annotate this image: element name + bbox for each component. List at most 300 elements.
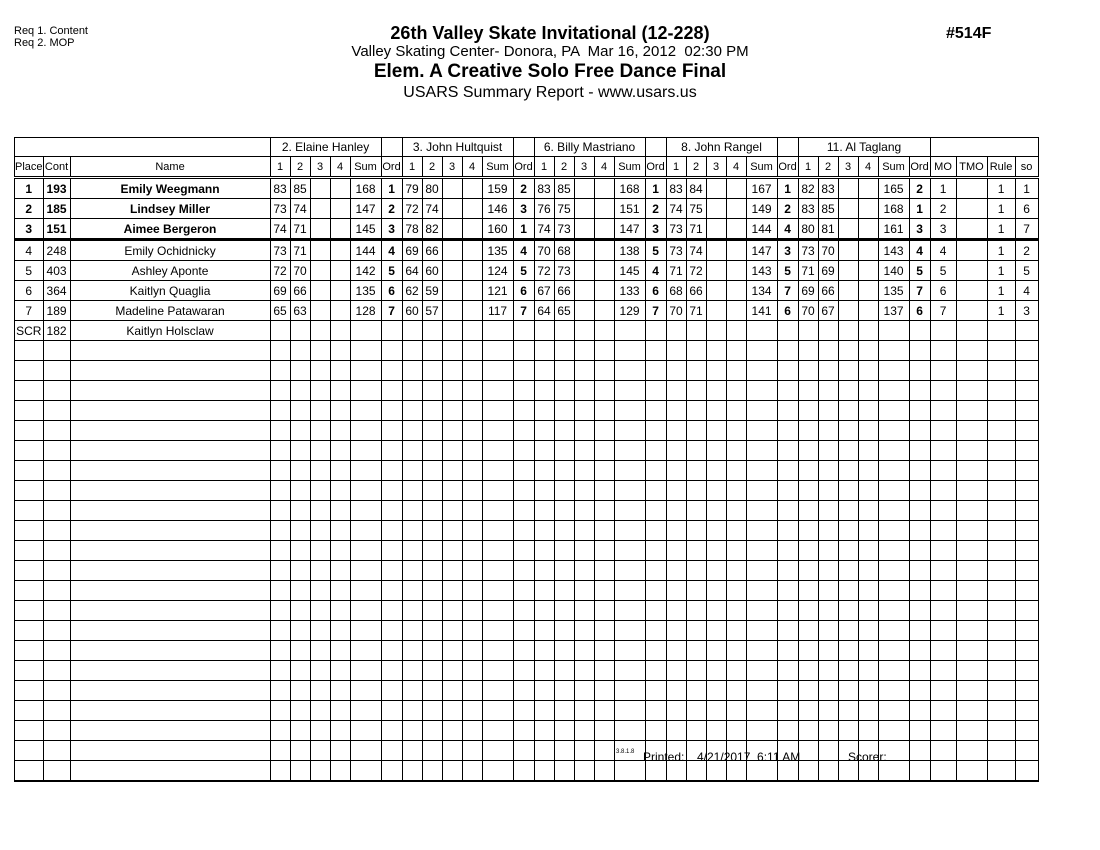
sum-cell xyxy=(878,641,909,661)
score-cell xyxy=(726,621,746,641)
so-cell xyxy=(1015,761,1038,782)
score-cell xyxy=(422,641,442,661)
rule-cell xyxy=(987,761,1015,782)
score-cell xyxy=(402,541,422,561)
score-cell xyxy=(706,481,726,501)
col-header-score-1: 1 xyxy=(402,157,422,178)
score-cell xyxy=(270,721,290,741)
cont-cell: 403 xyxy=(43,261,70,281)
score-cell xyxy=(666,461,686,481)
col-header-score-sum: Sum xyxy=(746,157,777,178)
score-cell xyxy=(534,521,554,541)
score-cell xyxy=(554,441,574,461)
tmo-cell xyxy=(956,240,987,261)
score-cell xyxy=(310,401,330,421)
score-cell xyxy=(442,501,462,521)
score-cell xyxy=(858,521,878,541)
score-cell xyxy=(442,621,462,641)
score-cell xyxy=(330,441,350,461)
ord-cell xyxy=(645,641,666,661)
ord-cell xyxy=(513,541,534,561)
score-cell xyxy=(310,381,330,401)
sum-cell xyxy=(878,721,909,741)
score-cell xyxy=(838,199,858,219)
sum-cell xyxy=(746,581,777,601)
score-cell xyxy=(594,421,614,441)
place-cell: 1 xyxy=(15,178,44,199)
score-cell xyxy=(858,401,878,421)
score-cell xyxy=(838,441,858,461)
sum-cell: 135 xyxy=(350,281,381,301)
score-cell xyxy=(818,501,838,521)
score-cell: 68 xyxy=(554,240,574,261)
score-cell xyxy=(726,641,746,661)
cont-cell xyxy=(43,621,70,641)
score-cell xyxy=(462,481,482,501)
so-cell xyxy=(1015,601,1038,621)
score-cell xyxy=(422,481,442,501)
score-cell xyxy=(310,219,330,240)
sum-cell xyxy=(350,461,381,481)
score-cell xyxy=(402,581,422,601)
ord-cell: 4 xyxy=(777,219,798,240)
ord-cell xyxy=(777,441,798,461)
name-cell: Kaitlyn Holsclaw xyxy=(70,321,270,341)
tmo-cell xyxy=(956,441,987,461)
sum-cell xyxy=(746,421,777,441)
score-cell xyxy=(726,501,746,521)
score-cell: 71 xyxy=(686,301,706,321)
score-cell xyxy=(534,441,554,461)
printed-label: Printed: xyxy=(643,750,685,764)
score-cell xyxy=(858,621,878,641)
place-cell xyxy=(15,721,44,741)
score-cell xyxy=(594,701,614,721)
column-header-row xyxy=(15,157,1039,178)
score-cell xyxy=(726,219,746,240)
score-cell xyxy=(594,521,614,541)
sum-cell xyxy=(878,621,909,641)
score-cell xyxy=(402,381,422,401)
rule-cell xyxy=(987,721,1015,741)
sum-cell xyxy=(614,541,645,561)
score-cell xyxy=(534,601,554,621)
score-cell: 70 xyxy=(666,301,686,321)
score-cell xyxy=(666,521,686,541)
score-cell xyxy=(462,261,482,281)
sum-cell xyxy=(482,381,513,401)
empty-row xyxy=(15,461,1039,481)
score-cell xyxy=(422,721,442,741)
so-cell xyxy=(1015,581,1038,601)
score-cell xyxy=(594,461,614,481)
col-header-tmo: TMO xyxy=(956,157,987,178)
score-cell xyxy=(726,301,746,321)
score-cell: 73 xyxy=(666,219,686,240)
ord-cell: 2 xyxy=(645,199,666,219)
col-header-score-3: 3 xyxy=(838,157,858,178)
ord-cell xyxy=(645,701,666,721)
sum-cell xyxy=(614,341,645,361)
sum-cell: 142 xyxy=(350,261,381,281)
ord-cell xyxy=(645,361,666,381)
cont-cell xyxy=(43,421,70,441)
score-cell xyxy=(594,601,614,621)
mo-cell: 4 xyxy=(930,240,956,261)
sum-cell xyxy=(746,381,777,401)
score-cell xyxy=(442,441,462,461)
score-cell xyxy=(462,219,482,240)
score-cell xyxy=(574,521,594,541)
score-cell: 80 xyxy=(422,178,442,199)
score-cell xyxy=(666,441,686,461)
ord-cell: 5 xyxy=(777,261,798,281)
cont-cell: 185 xyxy=(43,199,70,219)
judge-name-cell: 11. Al Taglang xyxy=(798,138,930,157)
tmo-cell xyxy=(956,341,987,361)
score-cell xyxy=(686,721,706,741)
score-cell xyxy=(534,701,554,721)
cont-cell xyxy=(43,401,70,421)
score-cell xyxy=(402,441,422,461)
mo-cell xyxy=(930,501,956,521)
score-cell xyxy=(574,401,594,421)
score-cell xyxy=(594,199,614,219)
cont-cell xyxy=(43,701,70,721)
score-cell xyxy=(594,681,614,701)
score-cell xyxy=(594,621,614,641)
score-cell: 83 xyxy=(818,178,838,199)
score-cell xyxy=(442,481,462,501)
sum-cell: 144 xyxy=(350,240,381,261)
cont-cell xyxy=(43,361,70,381)
name-cell: Kaitlyn Quaglia xyxy=(70,281,270,301)
sum-cell xyxy=(746,621,777,641)
score-cell xyxy=(818,721,838,741)
sum-cell: 168 xyxy=(614,178,645,199)
score-cell: 62 xyxy=(402,281,422,301)
tmo-cell xyxy=(956,621,987,641)
ord-cell: 7 xyxy=(645,301,666,321)
score-cell xyxy=(270,741,290,761)
score-cell xyxy=(270,381,290,401)
event-title: Elem. A Creative Solo Free Dance Final xyxy=(373,61,727,82)
score-cell xyxy=(534,361,554,381)
col-header-score-4: 4 xyxy=(726,157,746,178)
score-cell xyxy=(270,341,290,361)
score-cell xyxy=(686,521,706,541)
score-cell: 73 xyxy=(798,240,818,261)
score-cell xyxy=(838,501,858,521)
score-cell xyxy=(706,721,726,741)
col-header-ord: Ord xyxy=(513,157,534,178)
ord-cell: 4 xyxy=(645,261,666,281)
score-cell xyxy=(330,701,350,721)
sum-cell xyxy=(482,741,513,761)
skater-row xyxy=(15,261,1039,281)
cont-cell xyxy=(43,481,70,501)
ord-cell xyxy=(777,601,798,621)
score-cell xyxy=(726,261,746,281)
name-cell: Aimee Bergeron xyxy=(70,219,270,240)
score-cell xyxy=(462,761,482,782)
score-cell xyxy=(554,681,574,701)
score-cell xyxy=(422,561,442,581)
name-cell xyxy=(70,681,270,701)
score-cell xyxy=(798,741,818,761)
ord-cell xyxy=(777,521,798,541)
score-cell xyxy=(666,381,686,401)
ord-cell xyxy=(777,621,798,641)
empty-row xyxy=(15,601,1039,621)
score-cell xyxy=(594,219,614,240)
score-cell xyxy=(838,561,858,581)
score-cell xyxy=(534,681,554,701)
sum-cell: 128 xyxy=(350,301,381,321)
score-cell xyxy=(330,281,350,301)
score-cell xyxy=(290,601,310,621)
score-cell xyxy=(290,561,310,581)
score-cell: 79 xyxy=(402,178,422,199)
score-cell xyxy=(422,741,442,761)
score-cell xyxy=(686,581,706,601)
score-cell xyxy=(686,441,706,461)
mo-cell xyxy=(930,441,956,461)
score-cell xyxy=(402,601,422,621)
ord-cell xyxy=(909,361,930,381)
score-cell xyxy=(270,541,290,561)
score-cell xyxy=(270,681,290,701)
cont-cell: 182 xyxy=(43,321,70,341)
score-cell xyxy=(858,581,878,601)
score-cell xyxy=(330,521,350,541)
score-cell xyxy=(686,461,706,481)
score-cell xyxy=(858,561,878,581)
score-cell xyxy=(574,721,594,741)
tmo-cell xyxy=(956,741,987,761)
sum-cell xyxy=(878,601,909,621)
score-cell xyxy=(838,721,858,741)
cont-cell xyxy=(43,661,70,681)
score-cell xyxy=(726,681,746,701)
ord-cell xyxy=(513,481,534,501)
score-cell xyxy=(462,321,482,341)
tmo-cell xyxy=(956,601,987,621)
score-cell xyxy=(330,301,350,321)
judge-name-cell: 3. John Hultquist xyxy=(402,138,513,157)
sum-cell xyxy=(614,361,645,381)
place-cell xyxy=(15,541,44,561)
score-cell xyxy=(858,441,878,461)
score-cell xyxy=(422,361,442,381)
tmo-cell xyxy=(956,561,987,581)
sum-cell: 147 xyxy=(746,240,777,261)
sum-cell xyxy=(878,481,909,501)
sum-cell xyxy=(614,321,645,341)
score-cell xyxy=(574,501,594,521)
sum-cell xyxy=(482,581,513,601)
score-cell: 70 xyxy=(290,261,310,281)
score-cell xyxy=(442,761,462,782)
cont-cell xyxy=(43,721,70,741)
score-cell xyxy=(858,219,878,240)
ord-cell xyxy=(645,341,666,361)
sum-cell: 151 xyxy=(614,199,645,219)
software-version: 3.8.1.8 xyxy=(616,749,635,755)
sum-cell xyxy=(350,521,381,541)
place-cell xyxy=(15,441,44,461)
score-cell: 64 xyxy=(402,261,422,281)
place-cell: 2 xyxy=(15,199,44,219)
empty-row xyxy=(15,621,1039,641)
sum-cell xyxy=(350,381,381,401)
score-cell: 72 xyxy=(686,261,706,281)
ord-cell: 7 xyxy=(513,301,534,321)
score-cell xyxy=(594,641,614,661)
ord-cell xyxy=(513,561,534,581)
ord-cell xyxy=(381,481,402,501)
place-cell xyxy=(15,581,44,601)
rule-cell xyxy=(987,361,1015,381)
rule-cell: 1 xyxy=(987,199,1015,219)
tmo-cell xyxy=(956,301,987,321)
col-header-score-3: 3 xyxy=(706,157,726,178)
score-cell xyxy=(270,701,290,721)
col-header-score-2: 2 xyxy=(554,157,574,178)
score-cell xyxy=(310,521,330,541)
ord-cell: 5 xyxy=(513,261,534,281)
ord-cell xyxy=(909,541,930,561)
rule-cell xyxy=(987,521,1015,541)
name-cell xyxy=(70,401,270,421)
score-cell xyxy=(838,601,858,621)
place-cell xyxy=(15,381,44,401)
mo-cell xyxy=(930,701,956,721)
score-cell xyxy=(442,219,462,240)
score-cell xyxy=(838,581,858,601)
score-cell xyxy=(686,381,706,401)
ord-cell: 3 xyxy=(381,219,402,240)
score-cell xyxy=(330,561,350,581)
score-cell: 81 xyxy=(818,219,838,240)
score-cell xyxy=(818,381,838,401)
score-cell xyxy=(270,661,290,681)
score-cell xyxy=(534,501,554,521)
score-cell xyxy=(818,741,838,761)
score-cell: 67 xyxy=(818,301,838,321)
score-cell xyxy=(666,581,686,601)
col-header-score-4: 4 xyxy=(594,157,614,178)
score-cell xyxy=(310,481,330,501)
score-cell xyxy=(686,701,706,721)
rule-cell xyxy=(987,601,1015,621)
rule-cell xyxy=(987,481,1015,501)
mo-cell xyxy=(930,321,956,341)
score-cell xyxy=(310,441,330,461)
sum-cell xyxy=(878,701,909,721)
score-cell xyxy=(798,441,818,461)
name-cell xyxy=(70,721,270,741)
score-cell xyxy=(310,281,330,301)
ord-cell xyxy=(513,501,534,521)
ord-cell xyxy=(381,401,402,421)
sum-cell xyxy=(878,681,909,701)
sum-cell xyxy=(746,441,777,461)
mo-cell xyxy=(930,361,956,381)
sum-cell xyxy=(350,621,381,641)
skater-row xyxy=(15,240,1039,261)
score-cell xyxy=(706,461,726,481)
score-cell xyxy=(442,581,462,601)
score-cell xyxy=(858,240,878,261)
sum-cell xyxy=(482,341,513,361)
score-cell xyxy=(462,240,482,261)
rule-cell: 1 xyxy=(987,301,1015,321)
score-cell xyxy=(330,741,350,761)
score-cell xyxy=(290,761,310,782)
ord-cell: 2 xyxy=(381,199,402,219)
so-cell xyxy=(1015,541,1038,561)
so-cell xyxy=(1015,681,1038,701)
score-cell: 72 xyxy=(402,199,422,219)
score-cell xyxy=(726,178,746,199)
score-cell xyxy=(858,481,878,501)
score-cell xyxy=(330,601,350,621)
score-cell xyxy=(858,199,878,219)
ord-cell: 4 xyxy=(909,240,930,261)
ord-cell xyxy=(777,721,798,741)
cont-cell: 189 xyxy=(43,301,70,321)
score-cell: 70 xyxy=(534,240,554,261)
tmo-cell xyxy=(956,281,987,301)
ord-cell xyxy=(777,641,798,661)
mo-cell xyxy=(930,461,956,481)
sum-cell: 147 xyxy=(614,219,645,240)
score-cell xyxy=(462,381,482,401)
col-header-score-sum: Sum xyxy=(878,157,909,178)
score-cell xyxy=(594,178,614,199)
ord-gap-spacer xyxy=(381,138,402,157)
ord-cell: 6 xyxy=(381,281,402,301)
score-cell xyxy=(402,761,422,782)
score-cell xyxy=(686,341,706,361)
so-cell xyxy=(1015,441,1038,461)
mo-cell: 3 xyxy=(930,219,956,240)
ord-cell: 6 xyxy=(777,301,798,321)
score-cell xyxy=(290,481,310,501)
sum-cell: 121 xyxy=(482,281,513,301)
sum-cell: 147 xyxy=(350,199,381,219)
so-cell xyxy=(1015,621,1038,641)
score-cell xyxy=(594,561,614,581)
score-cell xyxy=(270,601,290,621)
score-cell xyxy=(666,361,686,381)
sum-cell xyxy=(482,601,513,621)
score-cell xyxy=(534,641,554,661)
score-cell xyxy=(838,641,858,661)
name-cell xyxy=(70,541,270,561)
score-cell xyxy=(574,199,594,219)
score-cell xyxy=(818,441,838,461)
empty-row xyxy=(15,661,1039,681)
tmo-cell xyxy=(956,501,987,521)
score-cell xyxy=(798,661,818,681)
score-cell xyxy=(838,661,858,681)
ord-cell xyxy=(513,421,534,441)
skater-row xyxy=(15,178,1039,199)
ord-cell xyxy=(777,381,798,401)
ord-cell xyxy=(513,681,534,701)
